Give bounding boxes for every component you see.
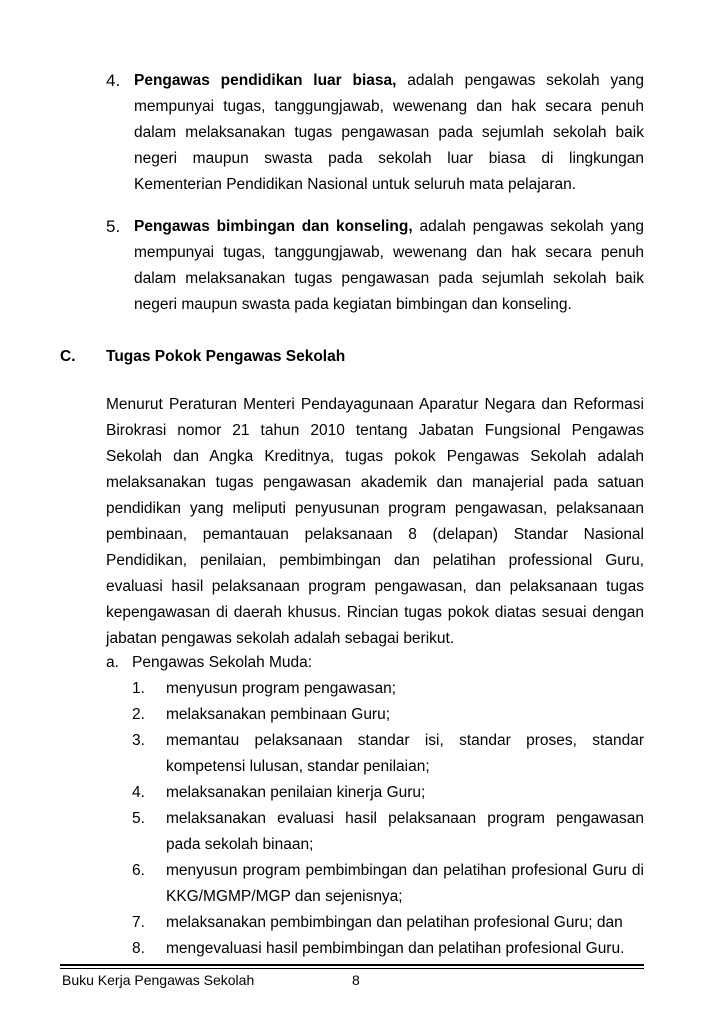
task-list (132, 676, 644, 962)
task-number: 4. (132, 784, 145, 801)
task-item (132, 910, 644, 936)
list-term: Pengawas pendidikan luar biasa, (134, 72, 397, 89)
task-item (132, 780, 644, 806)
list-text: adalah pengawas sekolah yang mempunyai tugas, tanggungjawab, wewenang dan hak secara penuh dalam melaksanakan tugas pengawasan pada sejumlah sekolah baik negeri maupun swasta pada sekolah luar biasa di lingkungan Kementerian Pendidikan Nasional untuk seluruh mata pelajaran. (134, 72, 645, 193)
footer-rule-thick (60, 964, 644, 966)
section-letter: C. (60, 348, 76, 365)
task-number: 3. (132, 732, 145, 749)
task-item (132, 702, 644, 728)
list-number: 5. (106, 217, 121, 236)
task-text: melaksanakan pembimbingan dan pelatihan profesional Guru; dan (166, 914, 623, 931)
task-text: melaksanakan evaluasi hasil pelaksanaan program pengawasan pada sekolah binaan; (166, 810, 644, 853)
task-number: 5. (132, 810, 145, 827)
section-paragraph: Menurut Peraturan Menteri Pendayagunaan Aparatur Negara dan Reformasi Birokrasi nomor 21 tahun 2010 tentang Jabatan Fungsional Pengawas Sekolah dan Angka Kreditnya, tugas pokok Pengawas Sekolah adalah melaksanakan tugas pengawasan akademik dan manajerial pada satuan pendidikan yang meliputi penyusunan program pengawasan, pelaksanaan pembinaan, pemantauan pelaksanaan 8 (delapan) Standar Nasional Pendidikan, penilaian, pembimbingan dan pelatihan professional Guru, evaluasi hasil pelaksanaan program pengawasan, dan pelaksanaan tugas kepengawasan di daerah khusus. Rincian tugas pokok diatas sesuai dengan jabatan pengawas sekolah adalah sebagai berikut. (106, 396, 644, 647)
task-item (132, 858, 644, 910)
section-title: Tugas Pokok Pengawas Sekolah (106, 348, 346, 365)
task-text: memantau pelaksanaan standar isi, standar proses, standar kompetensi lulusan, standar penilaian; (166, 732, 644, 775)
task-number: 1. (132, 680, 145, 697)
page-number: 8 (352, 972, 360, 988)
subsection-a-heading (106, 650, 644, 676)
list-number: 4. (106, 71, 121, 90)
task-number: 7. (132, 914, 145, 931)
task-text: menyusun program pengawasan; (166, 680, 397, 697)
task-item (132, 806, 644, 858)
footer-title: Buku Kerja Pengawas Sekolah (62, 972, 255, 988)
list-item-5 (106, 214, 644, 318)
task-item (132, 728, 644, 780)
task-text: menyusun program pembimbingan dan pelatihan profesional Guru di KKG/MGMP/MGP dan sejenisnya; (166, 862, 644, 905)
task-text: melaksanakan pembinaan Guru; (166, 706, 391, 723)
subsection-letter: a. (106, 654, 119, 671)
list-term: Pengawas bimbingan dan konseling, (134, 218, 413, 235)
task-text: melaksanakan penilaian kinerja Guru; (166, 784, 426, 801)
section-heading (60, 344, 660, 370)
subsection-title: Pengawas Sekolah Muda: (132, 654, 313, 671)
list-text: adalah pengawas sekolah yang mempunyai tugas, tanggungjawab, wewenang dan hak secara penuh dalam melaksanakan tugas pengawasan pada sejumlah sekolah baik negeri maupun swasta pada kegiatan bimbingan dan konseling. (134, 218, 645, 313)
list-item-4 (106, 68, 644, 198)
task-item (132, 676, 644, 702)
footer-rule-thin (60, 968, 644, 969)
task-number: 6. (132, 862, 145, 879)
task-text: mengevaluasi hasil pembimbingan dan pelatihan profesional Guru. (166, 940, 625, 957)
task-number: 2. (132, 706, 145, 723)
task-item (132, 936, 644, 962)
task-number: 8. (132, 940, 145, 957)
